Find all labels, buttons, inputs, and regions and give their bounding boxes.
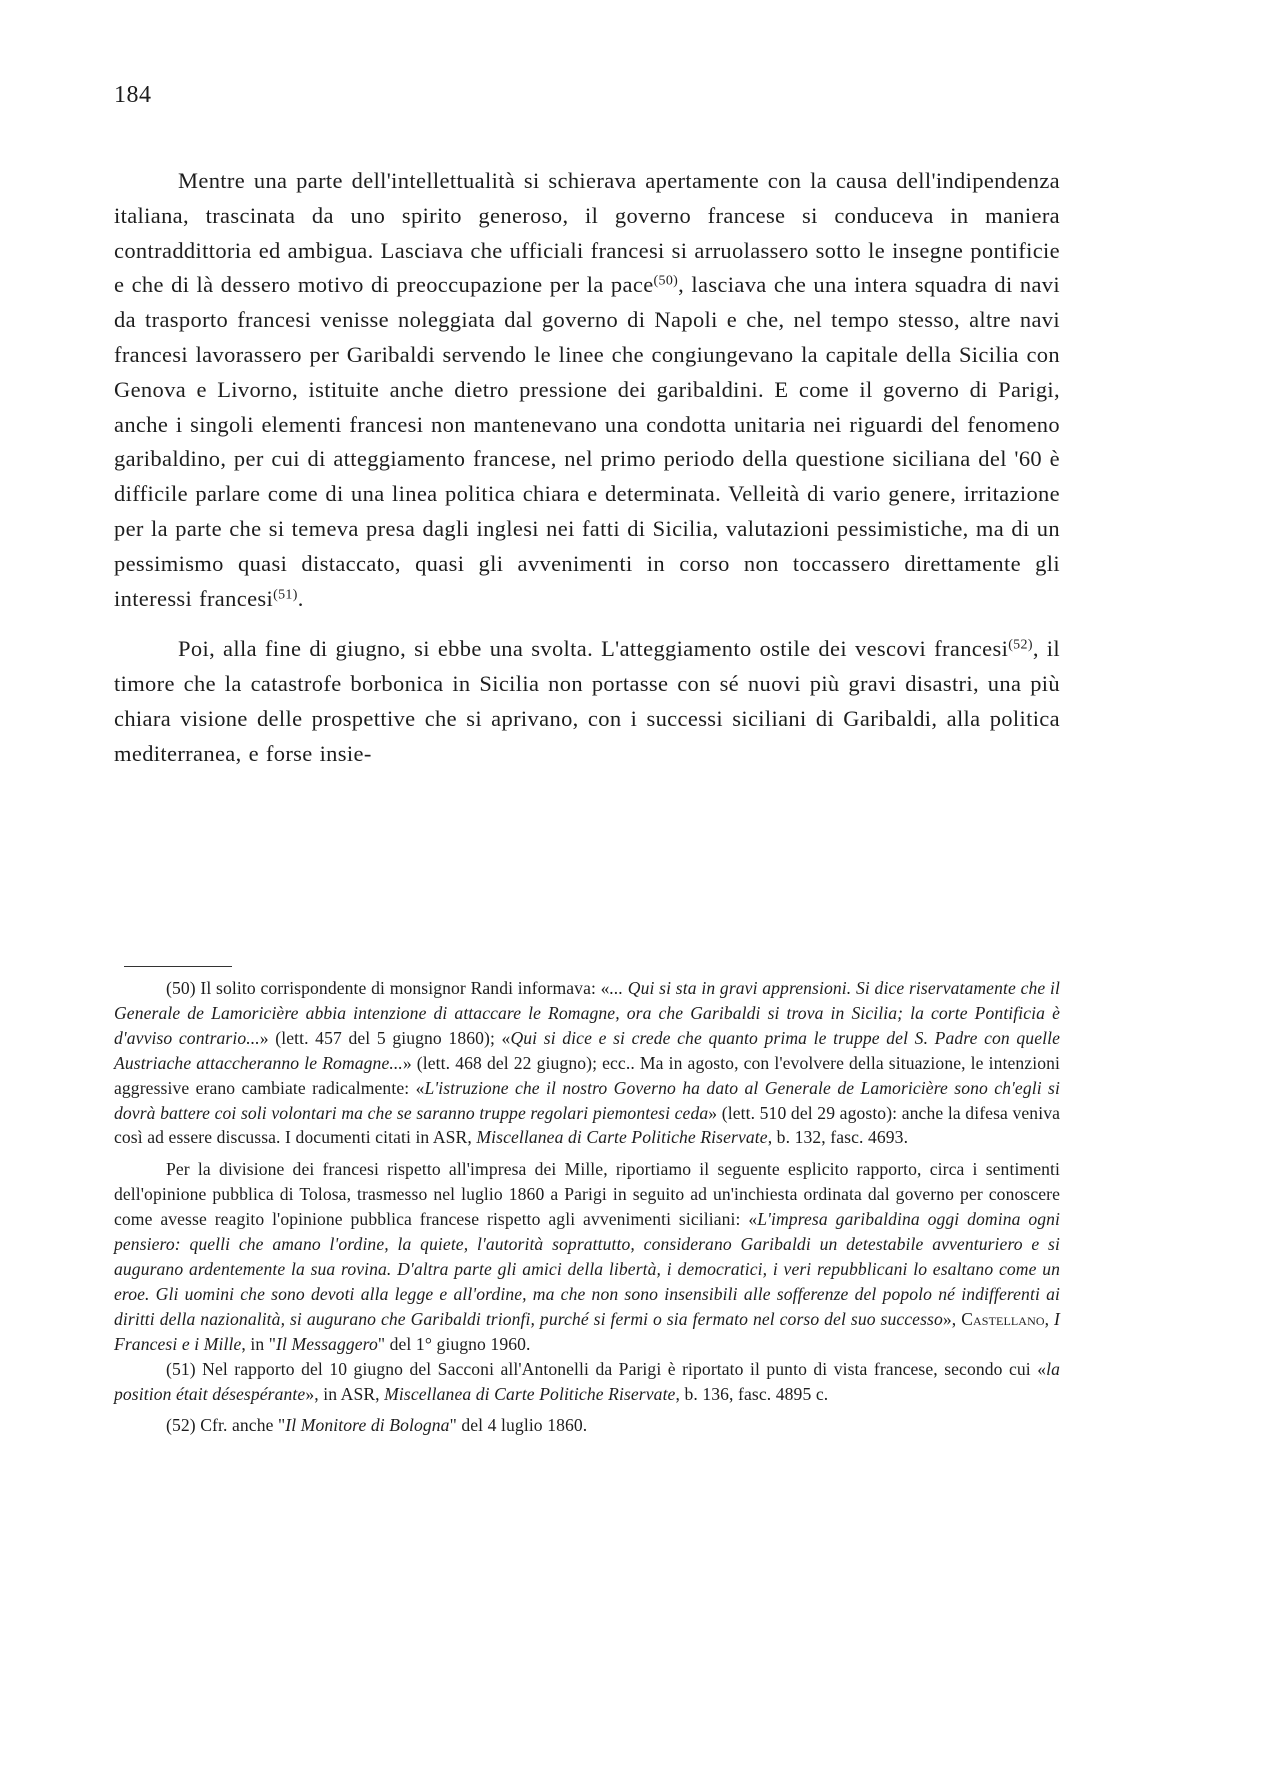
footnote-52: (52) Cfr. anche "Il Monitore di Bologna" del 4 luglio 1860. xyxy=(166,1415,588,1436)
footnote-ref-50[interactable]: (50) xyxy=(653,273,679,289)
main-text xyxy=(114,164,1060,772)
footnote-ref-51[interactable]: (51) xyxy=(273,586,298,602)
footnote-50: (50) Il solito corrispondente di monsignor Randi informava: «... Qui si sta in gravi apprensioni. Si dice riservatamente che il Generale de Lamoricière abbia intenzione di attaccare le Romagne, ora che Garibaldi si trova in Sicilia; la corte Pontificia è d'avviso contrario...» (lett. 457 del 5 giugno 1860); «Qui si dice e si crede che quanto prima le truppe del S. Padre con quelle Austriache attaccheranno le Romagne...» (lett. 468 del 22 giugno); ecc.. Ma in agosto, con l'evolvere della situazione, le intenzioni aggressive erano cambiate radicalmente: «L'istruzione che il nostro Governo ha dato al Generale de Lamoricière sono ch'egli si dovrà battere coi soli volontari ma che se saranno truppe regolari piemontesi ceda» (lett. 510 del 29 agosto): anche la difesa veniva così ad essere discussa. I documenti citati in ASR, Miscellanea di Carte Politiche Riservate, b. 132, fasc. 4693. xyxy=(114,978,1060,1148)
footnote-ref-52[interactable]: (52) xyxy=(1008,637,1033,653)
page-number: 184 xyxy=(114,82,152,108)
footnote-50-continued: Per la divisione dei francesi rispetto all'impresa dei Mille, riportiamo il seguente esplicito rapporto, circa i sentimenti dell'opinione pubblica di Tolosa, trasmesso nel luglio 1860 a Parigi in seguito ad un'inchiesta ordinata dal governo per conoscere come avesse reagito l'opinione pubblica francese rispetto agli avvenimenti siciliani: «L'impresa garibaldina oggi domina ogni pensiero: quelli che amano l'ordine, la quiete, l'autorità soprattutto, considerano Garibaldi un detestabile avventuriero e si augurano ardentemente la sua rovina. D'altra parte gli amici della libertà, i democratici, i veri repubblicani lo esaltano come un eroe. Gli uomini che sono devoti alla legge e all'ordine, ma che non sono insensibili alle sofferenze del popolo né indifferenti ai diritti della nazionalità, si augurano che Garibaldi trionfi, purché si fermi o sia fermato nel corso del suo successo», Castellano, I Francesi e i Mille, in "Il Messaggero" del 1° giugno 1960. xyxy=(114,1159,1061,1354)
footnote-divider xyxy=(124,966,232,967)
footnotes xyxy=(114,976,1060,1438)
author-name: Castellano xyxy=(961,1308,1045,1329)
footnote-51: (51) Nel rapporto del 10 giugno del Sacconi all'Antonelli da Parigi è riportato il punto di vista francese, secondo cui «la position était désespérante», in ASR, Miscellanea di Carte Politiche Riservate, b. 136, fasc. 4895 c. xyxy=(114,1358,1060,1404)
paragraph-1: Mentre una parte dell'intellettualità si schierava apertamente con la causa dell'indipendenza italiana, trascinata da uno spirito generoso, il governo francese si conduceva in maniera contraddittoria ed ambigua. Lasciava che ufficiali francesi si arruolassero sotto le insegne pontificie e che di là dessero motivo di preoccupazione per la pace$^{(50)}$, lasciava che una intera squadra di navi da trasporto francesi venisse noleggiata dal governo di Napoli e che, nel tempo stesso, altre navi francesi lavorassero per Garibaldi servendo le linee che congiungevano la capitale della Sicilia con Genova e Livorno, istituite anche dietro pressione dei garibaldini. E come il governo di Parigi, anche i singoli elementi francesi non mantenevano una condotta unitaria nei riguardi del fenomeno garibaldino, per cui di atteggiamento francese, nel primo periodo della questione siciliana del '60 è difficile parlare come di una linea politica chiara e determinata. Velleità di vario genere, irritazione per la parte che si temeva presa dagli inglesi nei fatti di Sicilia, valutazioni pessimistiche, ma di un pessimismo quasi distaccato, quasi gli avvenimenti in corso non toccassero direttamente gli interessi francesi$^{(51)}$. xyxy=(114,168,1060,611)
paragraph-2: Poi, alla fine di giugno, si ebbe una svolta. L'atteggiamento ostile dei vescovi francesi$^{(52)}$, il timore che la catastrofe borbonica in Sicilia non portasse con sé nuovi più gravi disastri, una più chiara visione delle prospettive che si aprivano, con i successi siciliani di Garibaldi, alla politica mediterranea, e forse insie- xyxy=(114,636,1060,766)
